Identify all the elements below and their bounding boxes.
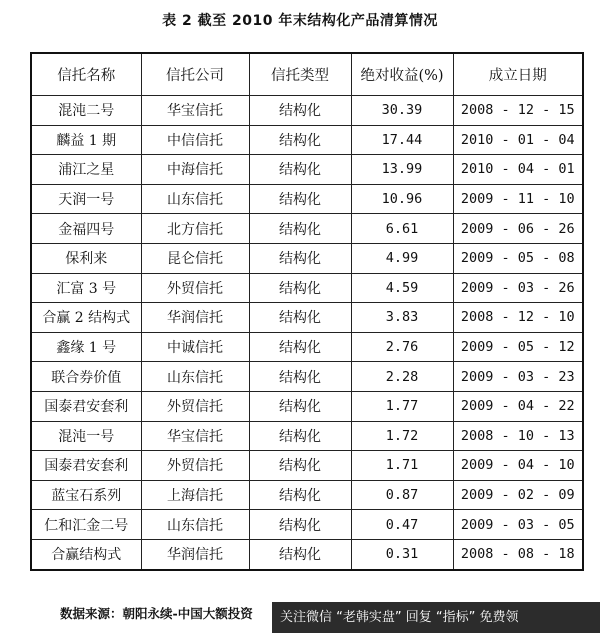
table-cell: 昆仑信托 (141, 243, 249, 273)
table-cell: 结构化 (249, 510, 351, 540)
table-cell: 1.72 (351, 421, 453, 451)
table-cell: 外贸信托 (141, 391, 249, 421)
table-cell: 2008 - 12 - 15 (453, 96, 583, 126)
table-cell: 上海信托 (141, 480, 249, 510)
table-cell: 结构化 (249, 303, 351, 333)
table-cell: 保利来 (31, 243, 141, 273)
table-cell: 外贸信托 (141, 273, 249, 303)
table-cell: 结构化 (249, 243, 351, 273)
column-header: 信托类型 (249, 53, 351, 96)
table-cell: 山东信托 (141, 510, 249, 540)
table-cell: 6.61 (351, 214, 453, 244)
table-cell: 30.39 (351, 96, 453, 126)
table-cell: 鑫缘 1 号 (31, 332, 141, 362)
table-cell: 结构化 (249, 332, 351, 362)
table-title: 表 2 截至 2010 年末结构化产品清算情况 (162, 13, 438, 29)
table-cell: 2009 - 04 - 10 (453, 451, 583, 481)
table-cell: 17.44 (351, 125, 453, 155)
watermark-banner: 关注微信 “老韩实盘” 回复 “指标” 免费领 (272, 602, 600, 633)
table-cell: 蓝宝石系列 (31, 480, 141, 510)
table-cell: 结构化 (249, 539, 351, 569)
table-cell: 3.83 (351, 303, 453, 333)
table-cell: 2010 - 01 - 04 (453, 125, 583, 155)
table-row (31, 421, 583, 451)
table-cell: 2.28 (351, 362, 453, 392)
table-cell: 国泰君安套利 (31, 451, 141, 481)
table-cell: 1.71 (351, 451, 453, 481)
column-header: 绝对收益(%) (351, 53, 453, 96)
table-cell: 2009 - 11 - 10 (453, 184, 583, 214)
table-cell: 2009 - 05 - 12 (453, 332, 583, 362)
table-row (31, 480, 583, 510)
table-cell: 2008 - 12 - 10 (453, 303, 583, 333)
table-cell: 0.87 (351, 480, 453, 510)
table-cell: 2008 - 10 - 13 (453, 421, 583, 451)
table-cell: 混沌二号 (31, 96, 141, 126)
table-cell: 2009 - 02 - 09 (453, 480, 583, 510)
table-cell: 混沌一号 (31, 421, 141, 451)
table-row (31, 125, 583, 155)
table-row (31, 214, 583, 244)
column-header: 信托公司 (141, 53, 249, 96)
table-cell: 结构化 (249, 184, 351, 214)
table-header-row (31, 53, 583, 96)
table-cell: 中诚信托 (141, 332, 249, 362)
table-cell: 华润信托 (141, 539, 249, 569)
table-row (31, 510, 583, 540)
table-cell: 中信信托 (141, 125, 249, 155)
table-row (31, 332, 583, 362)
table-cell: 结构化 (249, 96, 351, 126)
table-cell: 北方信托 (141, 214, 249, 244)
table-cell: 浦江之星 (31, 155, 141, 185)
data-source-note: 数据来源：朝阳永续-中国大额投资 (60, 606, 253, 621)
table-cell: 2009 - 03 - 26 (453, 273, 583, 303)
table-cell: 结构化 (249, 421, 351, 451)
table-row (31, 303, 583, 333)
table-cell: 2009 - 03 - 05 (453, 510, 583, 540)
table-cell: 联合券价值 (31, 362, 141, 392)
table-row (31, 96, 583, 126)
table-cell: 结构化 (249, 451, 351, 481)
table-cell: 1.77 (351, 391, 453, 421)
table-cell: 0.47 (351, 510, 453, 540)
table-cell: 山东信托 (141, 184, 249, 214)
table-cell: 麟益 1 期 (31, 125, 141, 155)
table-cell: 2009 - 04 - 22 (453, 391, 583, 421)
table-cell: 10.96 (351, 184, 453, 214)
table-cell: 华宝信托 (141, 421, 249, 451)
table-cell: 结构化 (249, 125, 351, 155)
table-cell: 仁和汇金二号 (31, 510, 141, 540)
table-cell: 2009 - 03 - 23 (453, 362, 583, 392)
table-cell: 合赢 2 结构式 (31, 303, 141, 333)
table-row (31, 391, 583, 421)
table-cell: 2008 - 08 - 18 (453, 539, 583, 569)
table-body (31, 96, 583, 570)
table-cell: 结构化 (249, 214, 351, 244)
table-cell: 结构化 (249, 155, 351, 185)
table-cell: 中海信托 (141, 155, 249, 185)
table-cell: 0.31 (351, 539, 453, 569)
table-cell: 汇富 3 号 (31, 273, 141, 303)
table-cell: 结构化 (249, 362, 351, 392)
table-cell: 结构化 (249, 391, 351, 421)
table-row (31, 184, 583, 214)
table-cell: 4.99 (351, 243, 453, 273)
table-cell: 结构化 (249, 273, 351, 303)
table-row (31, 273, 583, 303)
table-cell: 华润信托 (141, 303, 249, 333)
table-row (31, 539, 583, 569)
table-cell: 2010 - 04 - 01 (453, 155, 583, 185)
table-cell: 2009 - 05 - 08 (453, 243, 583, 273)
table-row (31, 243, 583, 273)
table-cell: 4.59 (351, 273, 453, 303)
table-row (31, 155, 583, 185)
table-cell: 国泰君安套利 (31, 391, 141, 421)
table-row (31, 362, 583, 392)
table-cell: 山东信托 (141, 362, 249, 392)
table-cell: 合赢结构式 (31, 539, 141, 569)
table-cell: 天润一号 (31, 184, 141, 214)
table-cell: 结构化 (249, 480, 351, 510)
table-cell: 2009 - 06 - 26 (453, 214, 583, 244)
table-row (31, 451, 583, 481)
table-cell: 华宝信托 (141, 96, 249, 126)
column-header: 信托名称 (31, 53, 141, 96)
table-cell: 2.76 (351, 332, 453, 362)
table-cell: 金福四号 (31, 214, 141, 244)
column-header: 成立日期 (453, 53, 583, 96)
table-cell: 13.99 (351, 155, 453, 185)
settlement-table (30, 52, 584, 571)
table-cell: 外贸信托 (141, 451, 249, 481)
